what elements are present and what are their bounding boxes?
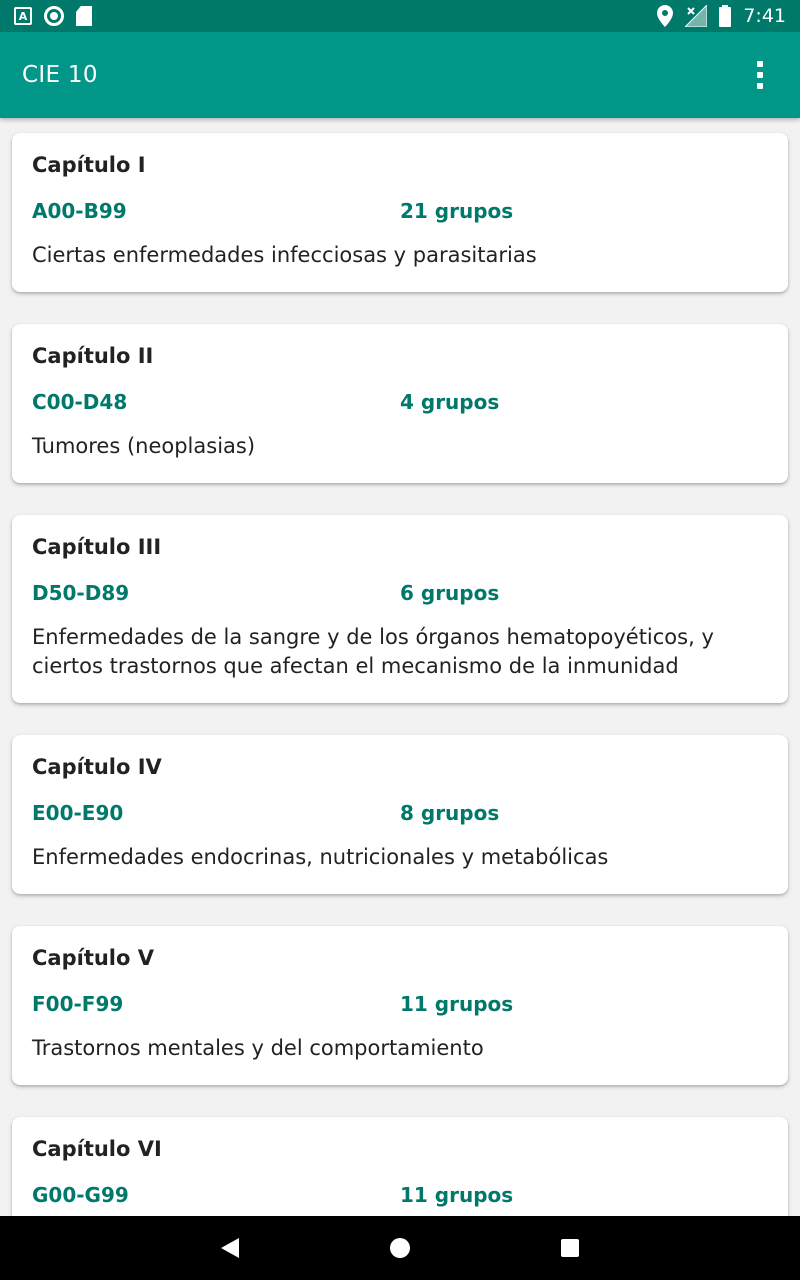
chapter-card[interactable]	[12, 324, 788, 483]
chapter-range: D50-D89	[32, 581, 130, 605]
status-time: 7:41	[743, 5, 786, 27]
chapter-title: Capítulo III	[32, 535, 162, 559]
chapter-description: Tumores (neoplasias)	[32, 434, 256, 458]
chapter-card[interactable]	[12, 1117, 788, 1216]
more-vert-icon[interactable]	[748, 55, 772, 95]
chapter-description: Enfermedades de la sangre y de los órganos hematopoyéticos, y ciertos trastornos que afectan el mecanismo de la inmunidad	[32, 625, 714, 678]
navigation-bar	[0, 1216, 800, 1280]
status-right	[657, 5, 786, 27]
chapter-groups: 6 grupos	[400, 581, 500, 605]
sd-card-icon	[76, 6, 92, 26]
status-bar	[0, 0, 800, 32]
chapter-title: Capítulo II	[32, 344, 154, 368]
chapter-meta	[32, 799, 768, 827]
home-icon	[390, 1238, 410, 1258]
chapter-title: Capítulo I	[32, 153, 146, 177]
chapter-meta	[32, 1181, 768, 1209]
chapter-meta	[32, 990, 768, 1018]
circle-icon	[44, 6, 64, 26]
chapter-groups: 8 grupos	[400, 801, 500, 825]
chapter-card[interactable]	[12, 735, 788, 894]
chapter-meta	[32, 579, 768, 607]
battery-icon	[719, 5, 731, 27]
back-button[interactable]	[145, 1216, 315, 1280]
signal-icon	[685, 5, 707, 27]
chapter-list[interactable]	[0, 118, 800, 1216]
chapter-range: F00-F99	[32, 992, 124, 1016]
back-icon	[221, 1238, 239, 1258]
chapter-groups: 4 grupos	[400, 390, 500, 414]
a-badge-icon: A	[14, 7, 32, 25]
recents-button[interactable]	[485, 1216, 655, 1280]
chapter-card[interactable]	[12, 515, 788, 703]
chapter-meta	[32, 197, 768, 225]
chapter-description: Ciertas enfermedades infecciosas y parasitarias	[32, 243, 537, 267]
chapter-range: A00-B99	[32, 199, 127, 223]
chapter-range: E00-E90	[32, 801, 124, 825]
location-icon	[657, 5, 673, 27]
chapter-description: Enfermedades endocrinas, nutricionales y metabólicas	[32, 845, 609, 869]
chapter-groups: 11 grupos	[400, 1183, 514, 1207]
chapter-card[interactable]	[12, 926, 788, 1085]
chapter-range: G00-G99	[32, 1183, 129, 1207]
chapter-meta	[32, 388, 768, 416]
status-left	[14, 6, 92, 26]
recents-icon	[561, 1239, 579, 1257]
chapter-title: Capítulo V	[32, 946, 154, 970]
chapter-card[interactable]	[12, 133, 788, 292]
chapter-range: C00-D48	[32, 390, 128, 414]
chapter-description: Trastornos mentales y del comportamiento	[32, 1036, 484, 1060]
app-title: CIE 10	[22, 62, 98, 88]
chapter-groups: 21 grupos	[400, 199, 514, 223]
chapter-title: Capítulo VI	[32, 1137, 162, 1161]
chapter-groups: 11 grupos	[400, 992, 514, 1016]
home-button[interactable]	[315, 1216, 485, 1280]
app-bar	[0, 32, 800, 118]
chapter-title: Capítulo IV	[32, 755, 162, 779]
